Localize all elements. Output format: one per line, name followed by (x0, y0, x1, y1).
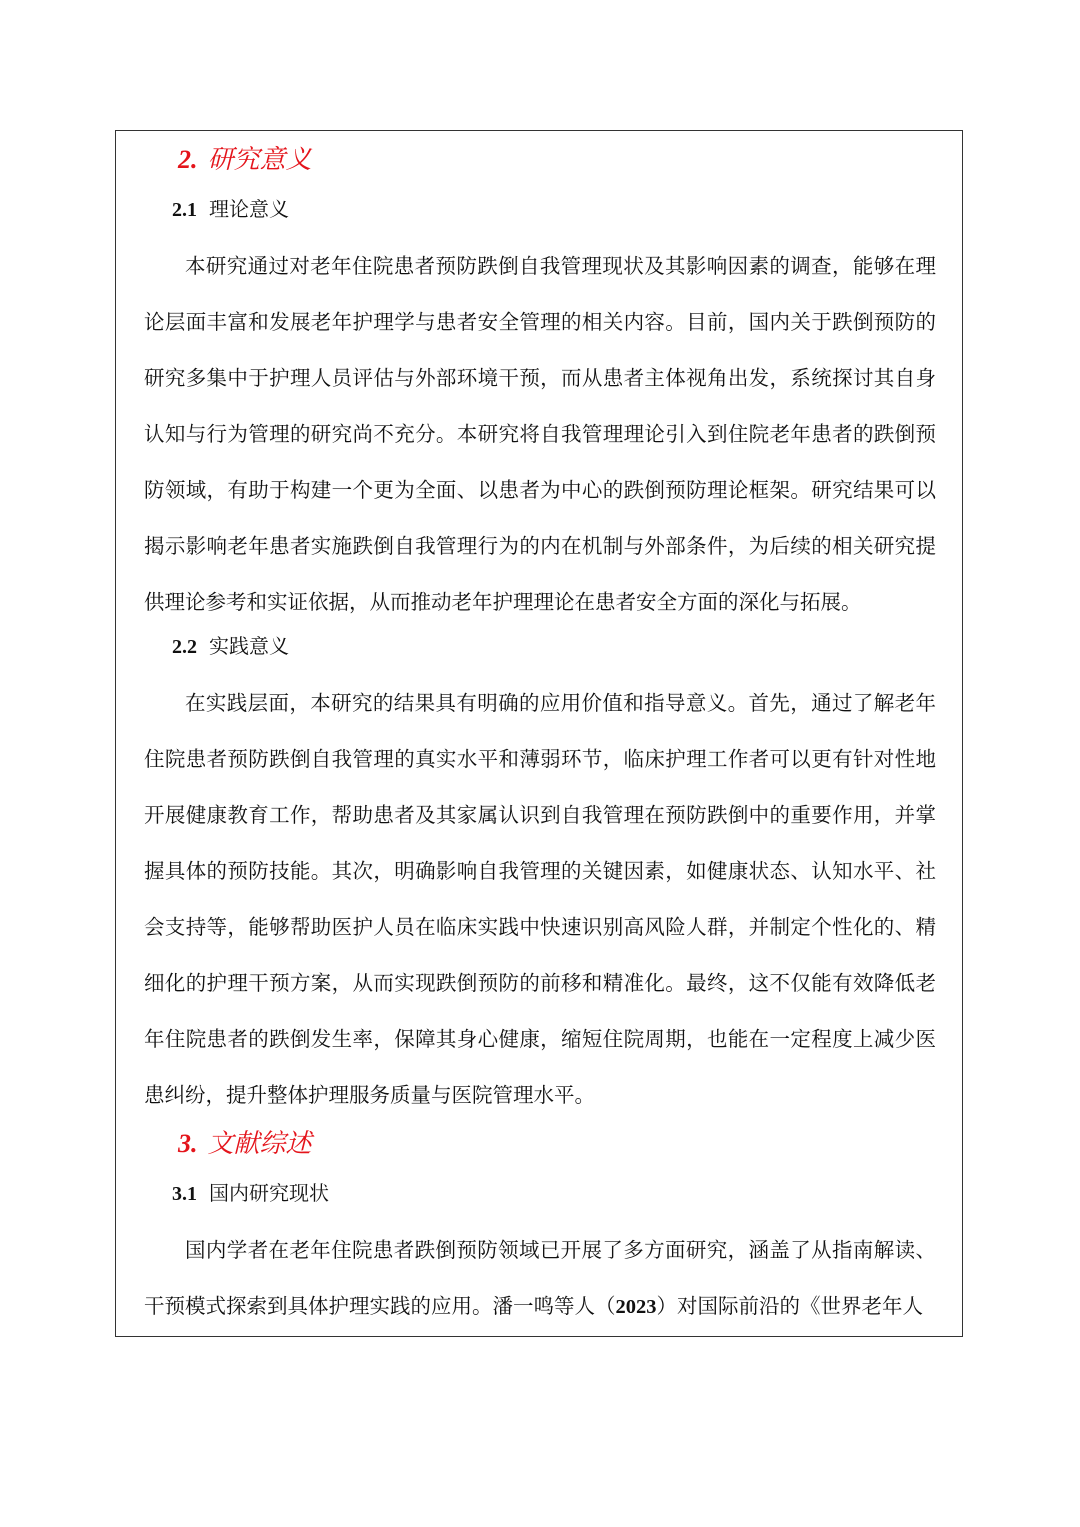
paragraph-theoretical-significance: 本研究通过对老年住院患者预防跌倒自我管理现状及其影响因素的调查，能够在理论层面丰富和发展老年护理学与患者安全管理的相关内容。目前，国内关于跌倒预防的研究多集中于护理人员评估与外部环境干预，而从患者主体视角出发，系统探讨其自身认知与行为管理的研究尚不充分。本研究将自我管理理论引入到住院老年患者的跌倒预防领域，有助于构建一个更为全面、以患者为中心的跌倒预防理论框架。研究结果可以揭示影响老年患者实施跌倒自我管理行为的内在机制与外部条件，为后续的相关研究提供理论参考和实证依据，从而推动老年护理理论在患者安全方面的深化与拓展。 (144, 254, 936, 614)
subsection-number: 2.1 (172, 199, 197, 221)
section-title: 研究意义 (207, 145, 312, 175)
citation-year: 2023 (615, 1296, 657, 1318)
section-number: 3. (178, 1129, 198, 1158)
subsection-heading (144, 632, 936, 661)
section-research-significance (144, 143, 936, 1123)
subsection-heading (144, 1179, 936, 1208)
subsection-number: 3.1 (172, 1183, 197, 1205)
document-frame (115, 130, 963, 1337)
document-content (144, 143, 936, 1335)
section-literature-review (144, 1127, 936, 1335)
section-heading (144, 1127, 936, 1161)
paragraph-practical-significance: 在实践层面，本研究的结果具有明确的应用价值和指导意义。首先，通过了解老年住院患者预防跌倒自我管理的真实水平和薄弱环节，临床护理工作者可以更有针对性地开展健康教育工作，帮助患者及其家属认识到自我管理在预防跌倒中的重要作用，并掌握具体的预防技能。其次，明确影响自我管理的关键因素，如健康状态、认知水平、社会支持等，能够帮助医护人员在临床实践中快速识别高风险人群，并制定个性化的、精细化的护理干预方案，从而实现跌倒预防的前移和精准化。最终，这不仅能有效降低老年住院患者的跌倒发生率，保障其身心健康，缩短住院周期，也能在一定程度上减少医患纠纷，提升整体护理服务质量与医院管理水平。 (144, 691, 936, 1107)
paragraph-domestic-research (144, 1222, 936, 1335)
section-title: 文献综述 (207, 1129, 312, 1159)
subsection-title: 国内研究现状 (209, 1181, 329, 1205)
section-number: 2. (178, 145, 198, 174)
subsection-number: 2.2 (172, 636, 197, 658)
subsection-title: 实践意义 (209, 634, 289, 658)
subsection-title: 理论意义 (209, 197, 289, 221)
subsection-heading (144, 195, 936, 224)
section-heading (144, 143, 936, 177)
paragraph-text: ）对国际前沿的《世界老年人 (656, 1294, 923, 1318)
paragraph-text: 国内学者在老年住院患者跌倒预防领域已开展了多方面研究，涵盖了从指南解读、干预模式探索到具体护理实践的应用。潘一鸣等人（ (144, 1238, 936, 1318)
